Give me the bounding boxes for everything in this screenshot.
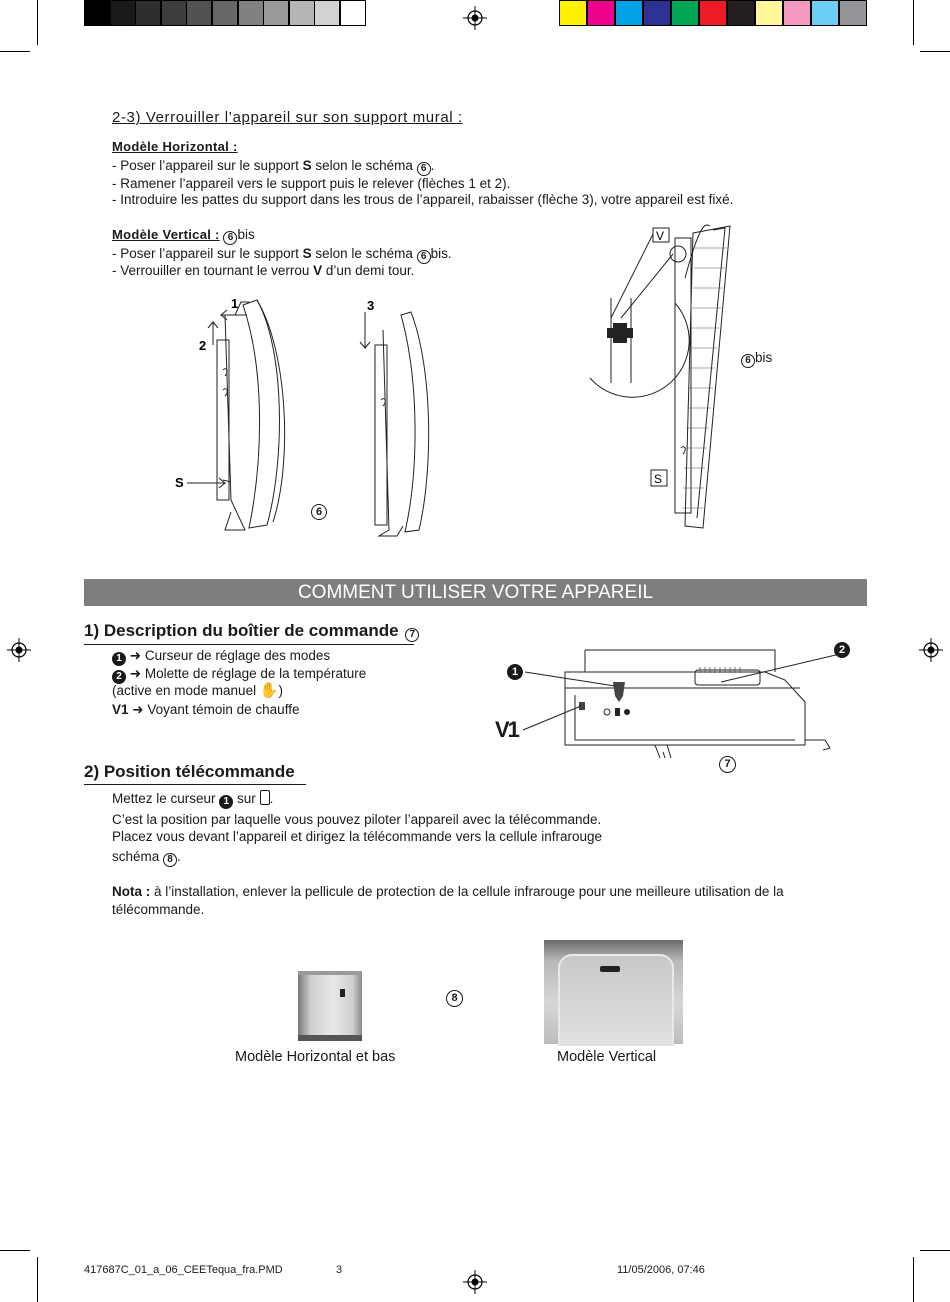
caption-vertical-model: Modèle Vertical: [557, 1049, 657, 1065]
vertical-model-title-row: Modèle Vertical : 6 bis: [112, 227, 255, 243]
remote-instruction-3: Placez vous devant l’appareil et dirigez la télécommande vers la cellule infrarouge: [112, 829, 603, 844]
support-s-label: S: [175, 475, 184, 490]
horizontal-step-3: - Introduire les pattes du support dans les trous de l’appareil, rabaisser (flèche 3), votre appareil est fixé.: [112, 192, 734, 207]
footer-date: 11/05/2006, 07:46: [617, 1264, 705, 1276]
remote-instruction-4: schéma 8 .: [112, 849, 181, 865]
arrow-2-label: 2: [199, 338, 207, 353]
support-s-label-6bis: S: [654, 472, 663, 486]
color-swatch: [615, 0, 643, 26]
gray-swatch: [340, 0, 366, 26]
gray-swatch: [161, 0, 187, 26]
control-item-v1: V1 ➜ Voyant témoin de chauffe: [112, 702, 300, 717]
nota-line-1: Nota : à l’installation, enlever la pellicule de protection de la cellule infrarouge pour une meilleure utilisation de la: [112, 884, 784, 899]
remote-mode-icon: [260, 790, 270, 805]
callout-2: 2: [834, 642, 850, 658]
gray-swatch: [263, 0, 289, 26]
arrow-1-label: 1: [231, 296, 239, 311]
color-swatch: [671, 0, 699, 26]
color-swatch: [643, 0, 671, 26]
gray-swatch: [84, 0, 110, 26]
remote-instruction-1: Mettez le curseur 1 sur .: [112, 791, 274, 807]
schema-7-marker: 7: [405, 628, 419, 642]
color-swatch: [839, 0, 867, 26]
horizontal-step-1: - Poser l’appareil sur le support S selon le schéma 6 .: [112, 158, 435, 174]
figure-6bis-marker: 6 bis: [741, 350, 772, 368]
color-swatch: [727, 0, 755, 26]
color-swatch: [559, 0, 587, 26]
horizontal-model-title: Modèle Horizontal :: [112, 139, 238, 154]
gray-swatch: [212, 0, 238, 26]
color-swatch: [783, 0, 811, 26]
color-swatch: [587, 0, 615, 26]
section-2-title: 2) Position télécommande: [84, 762, 295, 782]
color-swatch: [699, 0, 727, 26]
registration-mark-left: [7, 638, 31, 662]
control-item-2: 2 ➜ Molette de réglage de la température: [112, 666, 366, 684]
hand-icon: ✋: [259, 682, 279, 699]
figure-6bis-diagram: [585, 218, 785, 538]
gray-swatch: [314, 0, 340, 26]
photo-horizontal-model: [298, 971, 362, 1041]
horizontal-step-2: - Ramener l’appareil vers le support puis le relever (flèches 1 et 2).: [112, 176, 511, 191]
color-swatch: [755, 0, 783, 26]
control-item-1: 1 ➜ Curseur de réglage des modes: [112, 648, 330, 666]
footer-page: 3: [336, 1264, 343, 1276]
figure-6-marker: 6: [311, 504, 327, 520]
section-banner: COMMENT UTILISER VOTRE APPAREIL: [84, 579, 867, 606]
gray-swatch: [135, 0, 161, 26]
registration-mark-bottom: [463, 1270, 487, 1294]
photo-vertical-model: [544, 940, 683, 1044]
remote-instruction-2: C’est la position par laquelle vous pouvez piloter l’appareil avec la télécommande.: [112, 812, 602, 827]
figure-6-diagram: [175, 290, 435, 540]
footer-filename: 417687C_01_a_06_CEETequa_fra.PMD: [84, 1264, 283, 1276]
schema-6bis-marker: 6: [223, 231, 237, 245]
figure-7-marker: 7: [719, 756, 736, 773]
section-2-3-title: 2-3) Verrouiller l’appareil sur son support mural :: [112, 109, 463, 126]
v1-callout-label: V1: [495, 717, 518, 742]
control-item-2-sub: (active en mode manuel ✋): [112, 682, 284, 699]
lock-v-label: V: [656, 229, 665, 243]
callout-1: 1: [507, 664, 523, 680]
gray-swatch: [238, 0, 264, 26]
gray-swatch: [186, 0, 212, 26]
nota-line-2: télécommande.: [112, 902, 205, 917]
registration-mark-right: [919, 638, 943, 662]
schema-6-marker: 6: [417, 162, 431, 176]
vertical-step-2: - Verrouiller en tournant le verrou V d’un demi tour.: [112, 263, 415, 278]
figure-7-control-box: [495, 640, 840, 760]
registration-mark-top: [463, 6, 487, 30]
gray-swatch: [110, 0, 136, 26]
section-1-title: 1) Description du boîtier de commande 7: [84, 621, 419, 642]
gray-swatch: [289, 0, 315, 26]
color-swatch: [811, 0, 839, 26]
figure-8-marker: 8: [446, 990, 463, 1007]
caption-horizontal-model: Modèle Horizontal et bas: [235, 1049, 396, 1065]
vertical-step-1: - Poser l’appareil sur le support S selon le schéma 6 bis.: [112, 246, 452, 262]
schema-6bis-ref: 6: [417, 250, 431, 264]
arrow-3-label: 3: [367, 298, 375, 313]
